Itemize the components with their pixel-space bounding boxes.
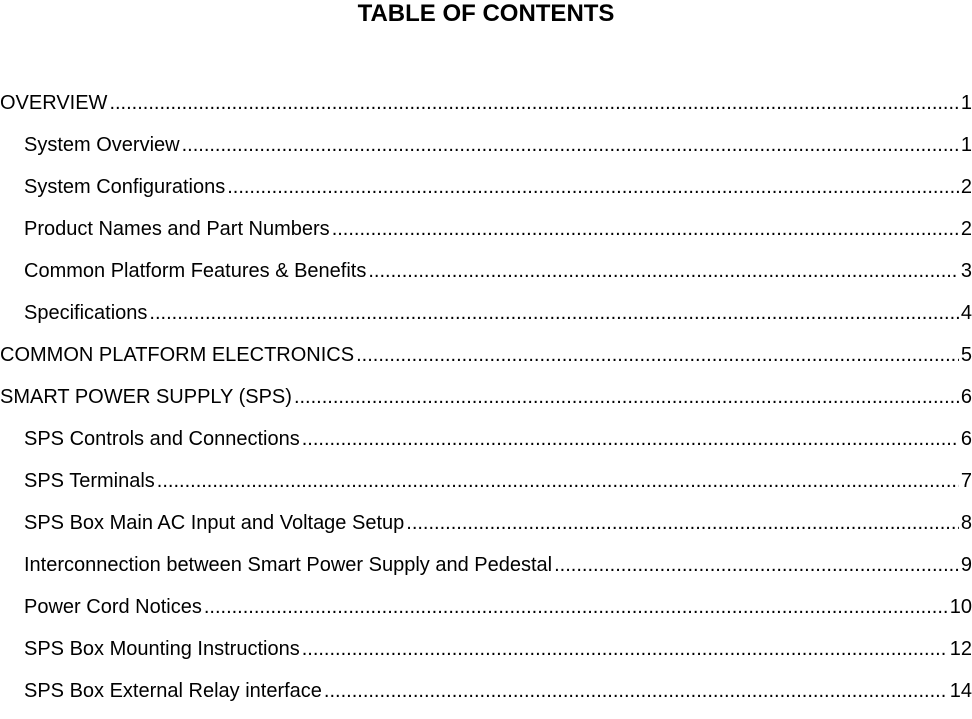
toc-page-number: 1 (960, 92, 972, 114)
toc-entry-label: Power Cord Notices (24, 596, 202, 618)
toc-dot-leader (109, 89, 958, 117)
toc-dot-leader (182, 131, 959, 159)
toc-dot-leader (149, 299, 958, 327)
toc-page-number: 2 (960, 218, 972, 240)
toc-page-number: 9 (960, 554, 972, 576)
toc-page-number: 5 (960, 344, 972, 366)
toc-entry-sps-terminals[interactable] (0, 467, 972, 509)
toc-dot-leader (302, 425, 959, 453)
toc-entry-system-configurations[interactable] (0, 173, 972, 215)
toc-dot-leader (554, 551, 959, 579)
toc-list (0, 89, 972, 719)
toc-entry-label: SPS Box Mounting Instructions (24, 638, 300, 660)
toc-entry-label: Specifications (24, 302, 148, 324)
toc-entry-common-platform-features[interactable] (0, 257, 972, 299)
toc-entry-label: Product Names and Part Numbers (24, 218, 330, 240)
toc-dot-leader (302, 635, 948, 663)
toc-entry-label: System Configurations (24, 176, 226, 198)
toc-entry-common-platform-electronics[interactable] (0, 341, 972, 383)
toc-entry-sps-ac-input[interactable] (0, 509, 972, 551)
toc-dot-leader (204, 593, 948, 621)
toc-page-number: 14 (949, 680, 972, 702)
toc-entry-label: System Overview (24, 134, 180, 156)
toc-page-number: 3 (960, 260, 972, 282)
toc-entry-system-overview[interactable] (0, 131, 972, 173)
toc-entry-sps-relay[interactable] (0, 677, 972, 719)
toc-dot-leader (294, 383, 959, 411)
toc-dot-leader (157, 467, 959, 495)
toc-entry-smart-power-supply[interactable] (0, 383, 972, 425)
toc-entry-sps-mounting[interactable] (0, 635, 972, 677)
toc-entry-product-names[interactable] (0, 215, 972, 257)
toc-dot-leader (356, 341, 959, 369)
toc-entry-power-cord-notices[interactable] (0, 593, 972, 635)
toc-entry-label: Interconnection between Smart Power Supply and Pedestal (24, 554, 553, 576)
toc-entry-specifications[interactable] (0, 299, 972, 341)
toc-page-number: 8 (960, 512, 972, 534)
toc-entry-label: SPS Box External Relay interface (24, 680, 322, 702)
toc-dot-leader (406, 509, 959, 537)
toc-page-number: 6 (960, 386, 972, 408)
toc-dot-leader (227, 173, 959, 201)
toc-entry-label: SPS Box Main AC Input and Voltage Setup (24, 512, 405, 534)
toc-page-number: 2 (960, 176, 972, 198)
toc-dot-leader (368, 257, 959, 285)
toc-entry-label: SPS Controls and Connections (24, 428, 300, 450)
toc-page-number: 7 (960, 470, 972, 492)
toc-entry-sps-controls[interactable] (0, 425, 972, 467)
toc-entry-label: SPS Terminals (24, 470, 155, 492)
toc-entry-label: Common Platform Features & Benefits (24, 260, 367, 282)
toc-entry-label: OVERVIEW (0, 92, 108, 114)
page-title: TABLE OF CONTENTS (357, 0, 615, 27)
toc-entry-interconnection[interactable] (0, 551, 972, 593)
toc-page-number: 10 (949, 596, 972, 618)
toc-dot-leader (332, 215, 959, 243)
toc-entry-label: COMMON PLATFORM ELECTRONICS (0, 344, 355, 366)
toc-entry-overview[interactable] (0, 89, 972, 131)
toc-page-number: 1 (960, 134, 972, 156)
toc-page-number: 6 (960, 428, 972, 450)
toc-page-number: 12 (949, 638, 972, 660)
toc-dot-leader (324, 677, 948, 705)
toc-page-number: 4 (960, 302, 972, 324)
toc-entry-label: SMART POWER SUPPLY (SPS) (0, 386, 292, 408)
